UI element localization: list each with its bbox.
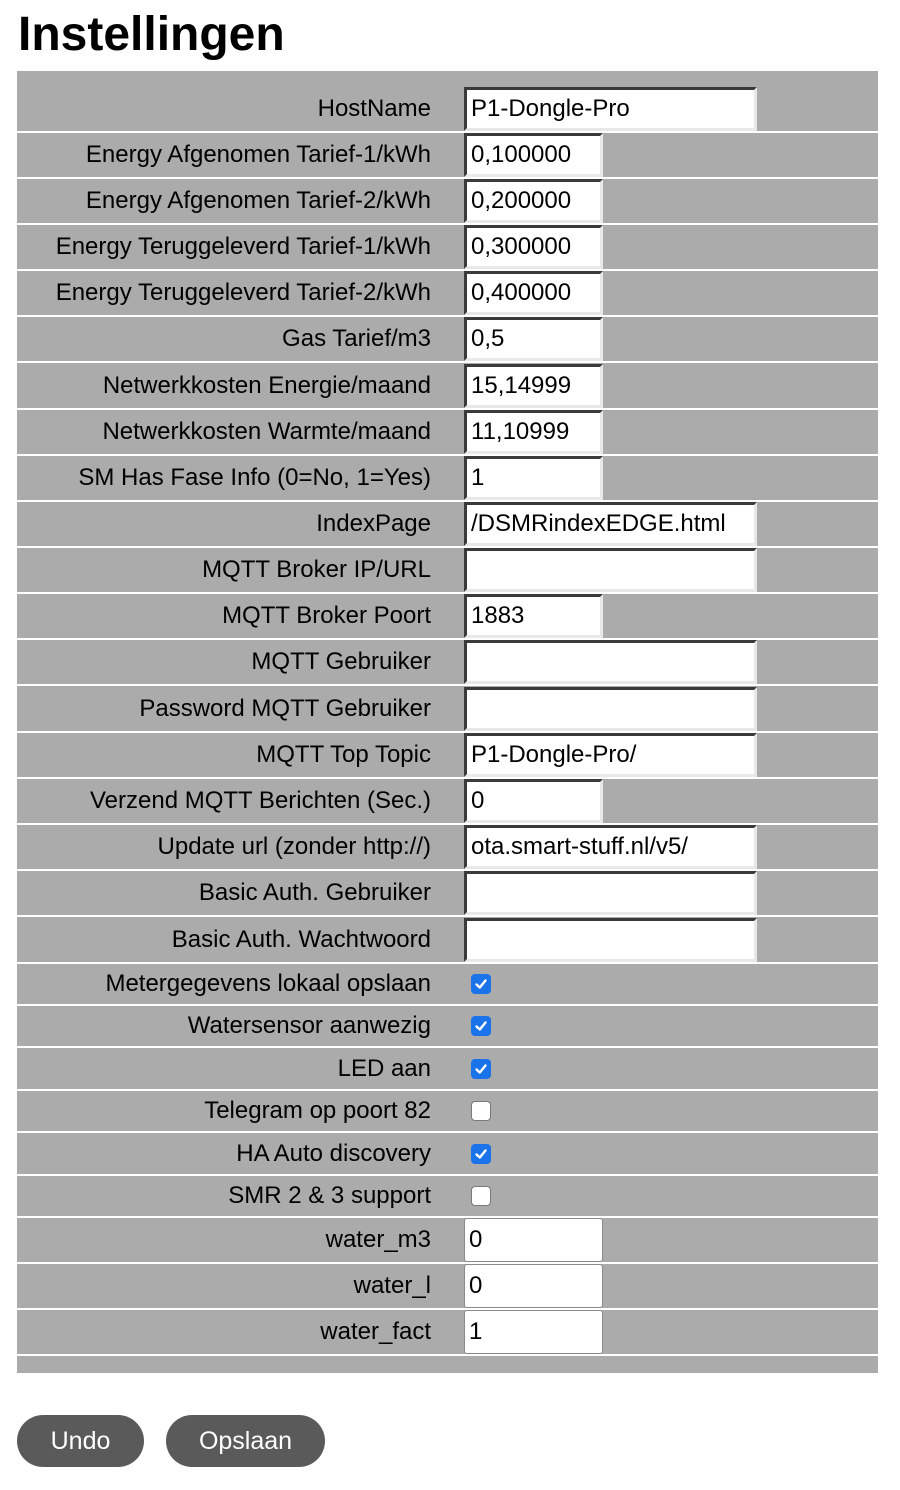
setting-row-ha-discovery [17, 1133, 878, 1176]
save-button[interactable]: Opslaan [166, 1415, 325, 1467]
mqtt-user-label: MQTT Gebruiker [251, 648, 431, 675]
energy-terug-t2-input[interactable] [464, 271, 603, 315]
hostname-input[interactable] [464, 87, 757, 131]
energy-terug-t1-label: Energy Teruggeleverd Tarief-1/kWh [55, 233, 431, 260]
mqtt-password-input[interactable] [464, 687, 757, 731]
setting-row-meter-opslaan [17, 964, 878, 1006]
mqtt-interval-label: Verzend MQTT Berichten (Sec.) [89, 787, 431, 814]
setting-row-energy-afg-t1 [17, 133, 878, 179]
setting-row-energy-afg-t2 [17, 179, 878, 225]
checkmark-icon [474, 1062, 488, 1076]
setting-row-update-url [17, 825, 878, 871]
setting-row-mqtt-port [17, 594, 878, 640]
checkmark-icon [474, 977, 488, 991]
setting-row-basic-auth-user [17, 871, 878, 917]
watersensor-checkbox[interactable] [471, 1016, 491, 1036]
water-m3-label: water_m3 [325, 1226, 431, 1253]
water-l-label: water_l [353, 1272, 431, 1299]
gas-tarief-label: Gas Tarief/m3 [282, 325, 431, 352]
energy-afg-t1-input[interactable] [464, 133, 603, 177]
water-l-input[interactable] [464, 1264, 603, 1308]
setting-row-netwerk-energie [17, 363, 878, 410]
energy-afg-t2-label: Energy Afgenomen Tarief-2/kWh [85, 187, 431, 214]
basic-auth-user-label: Basic Auth. Gebruiker [198, 879, 431, 906]
setting-row-basic-auth-password [17, 917, 878, 964]
smr-support-checkbox[interactable] [471, 1186, 491, 1206]
checkmark-icon [474, 1147, 488, 1161]
meter-opslaan-checkbox[interactable] [471, 974, 491, 994]
setting-row-sm-fase-info [17, 456, 878, 502]
settings-table [17, 71, 878, 1373]
setting-row-index-page [17, 502, 878, 548]
setting-row-hostname [17, 86, 878, 133]
setting-row-energy-terug-t1 [17, 225, 878, 271]
mqtt-port-input[interactable] [464, 594, 603, 638]
setting-row-mqtt-interval [17, 779, 878, 825]
setting-row-telegram-82 [17, 1091, 878, 1133]
smr-support-label: SMR 2 & 3 support [228, 1182, 431, 1209]
ha-discovery-label: HA Auto discovery [236, 1139, 431, 1167]
setting-row-water-l [17, 1264, 878, 1310]
energy-terug-t1-input[interactable] [464, 225, 603, 269]
setting-row-gas-tarief [17, 317, 878, 363]
setting-row-mqtt-password [17, 686, 878, 733]
basic-auth-password-input[interactable] [464, 918, 757, 962]
led-aan-label: LED aan [337, 1054, 431, 1082]
energy-terug-t2-label: Energy Teruggeleverd Tarief-2/kWh [55, 279, 431, 306]
checkmark-icon [474, 1019, 488, 1033]
led-aan-checkbox[interactable] [471, 1059, 491, 1079]
water-m3-input[interactable] [464, 1218, 603, 1262]
telegram-82-checkbox[interactable] [471, 1101, 491, 1121]
watersensor-label: Watersensor aanwezig [187, 1012, 431, 1039]
index-page-input[interactable] [464, 502, 757, 546]
page-title: Instellingen [18, 8, 285, 61]
index-page-label: IndexPage [316, 510, 431, 537]
sm-fase-info-input[interactable] [464, 456, 603, 500]
mqtt-top-topic-input[interactable] [464, 733, 757, 777]
netwerk-energie-input[interactable] [464, 364, 603, 408]
setting-row-watersensor [17, 1006, 878, 1048]
setting-row-water-fact [17, 1310, 878, 1356]
gas-tarief-input[interactable] [464, 317, 603, 361]
mqtt-user-input[interactable] [464, 640, 757, 684]
setting-row-mqtt-user [17, 640, 878, 686]
energy-afg-t2-input[interactable] [464, 179, 603, 223]
water-fact-input[interactable] [464, 1310, 603, 1354]
update-url-label: Update url (zonder http://) [157, 833, 431, 860]
meter-opslaan-label: Metergegevens lokaal opslaan [105, 970, 431, 997]
hostname-label: HostName [317, 94, 431, 122]
undo-button[interactable]: Undo [17, 1415, 144, 1467]
netwerk-warmte-label: Netwerkkosten Warmte/maand [102, 418, 431, 445]
mqtt-port-label: MQTT Broker Poort [222, 602, 431, 629]
netwerk-energie-label: Netwerkkosten Energie/maand [102, 371, 431, 399]
mqtt-top-topic-label: MQTT Top Topic [256, 741, 431, 768]
mqtt-broker-input[interactable] [464, 548, 757, 592]
basic-auth-password-label: Basic Auth. Wachtwoord [171, 925, 431, 953]
ha-discovery-checkbox[interactable] [471, 1144, 491, 1164]
netwerk-warmte-input[interactable] [464, 410, 603, 454]
setting-row-energy-terug-t2 [17, 271, 878, 317]
setting-row-netwerk-warmte [17, 410, 878, 456]
setting-row-led-aan [17, 1048, 878, 1091]
mqtt-password-label: Password MQTT Gebruiker [139, 694, 431, 722]
water-fact-label: water_fact [320, 1318, 431, 1345]
mqtt-broker-label: MQTT Broker IP/URL [202, 556, 431, 583]
sm-fase-info-label: SM Has Fase Info (0=No, 1=Yes) [78, 464, 431, 491]
basic-auth-user-input[interactable] [464, 871, 757, 915]
setting-row-smr-support [17, 1176, 878, 1218]
telegram-82-label: Telegram op poort 82 [204, 1097, 431, 1124]
setting-row-mqtt-broker [17, 548, 878, 594]
setting-row-mqtt-top-topic [17, 733, 878, 779]
setting-row-water-m3 [17, 1218, 878, 1264]
mqtt-interval-input[interactable] [464, 779, 603, 823]
energy-afg-t1-label: Energy Afgenomen Tarief-1/kWh [85, 141, 431, 168]
update-url-input[interactable] [464, 825, 757, 869]
